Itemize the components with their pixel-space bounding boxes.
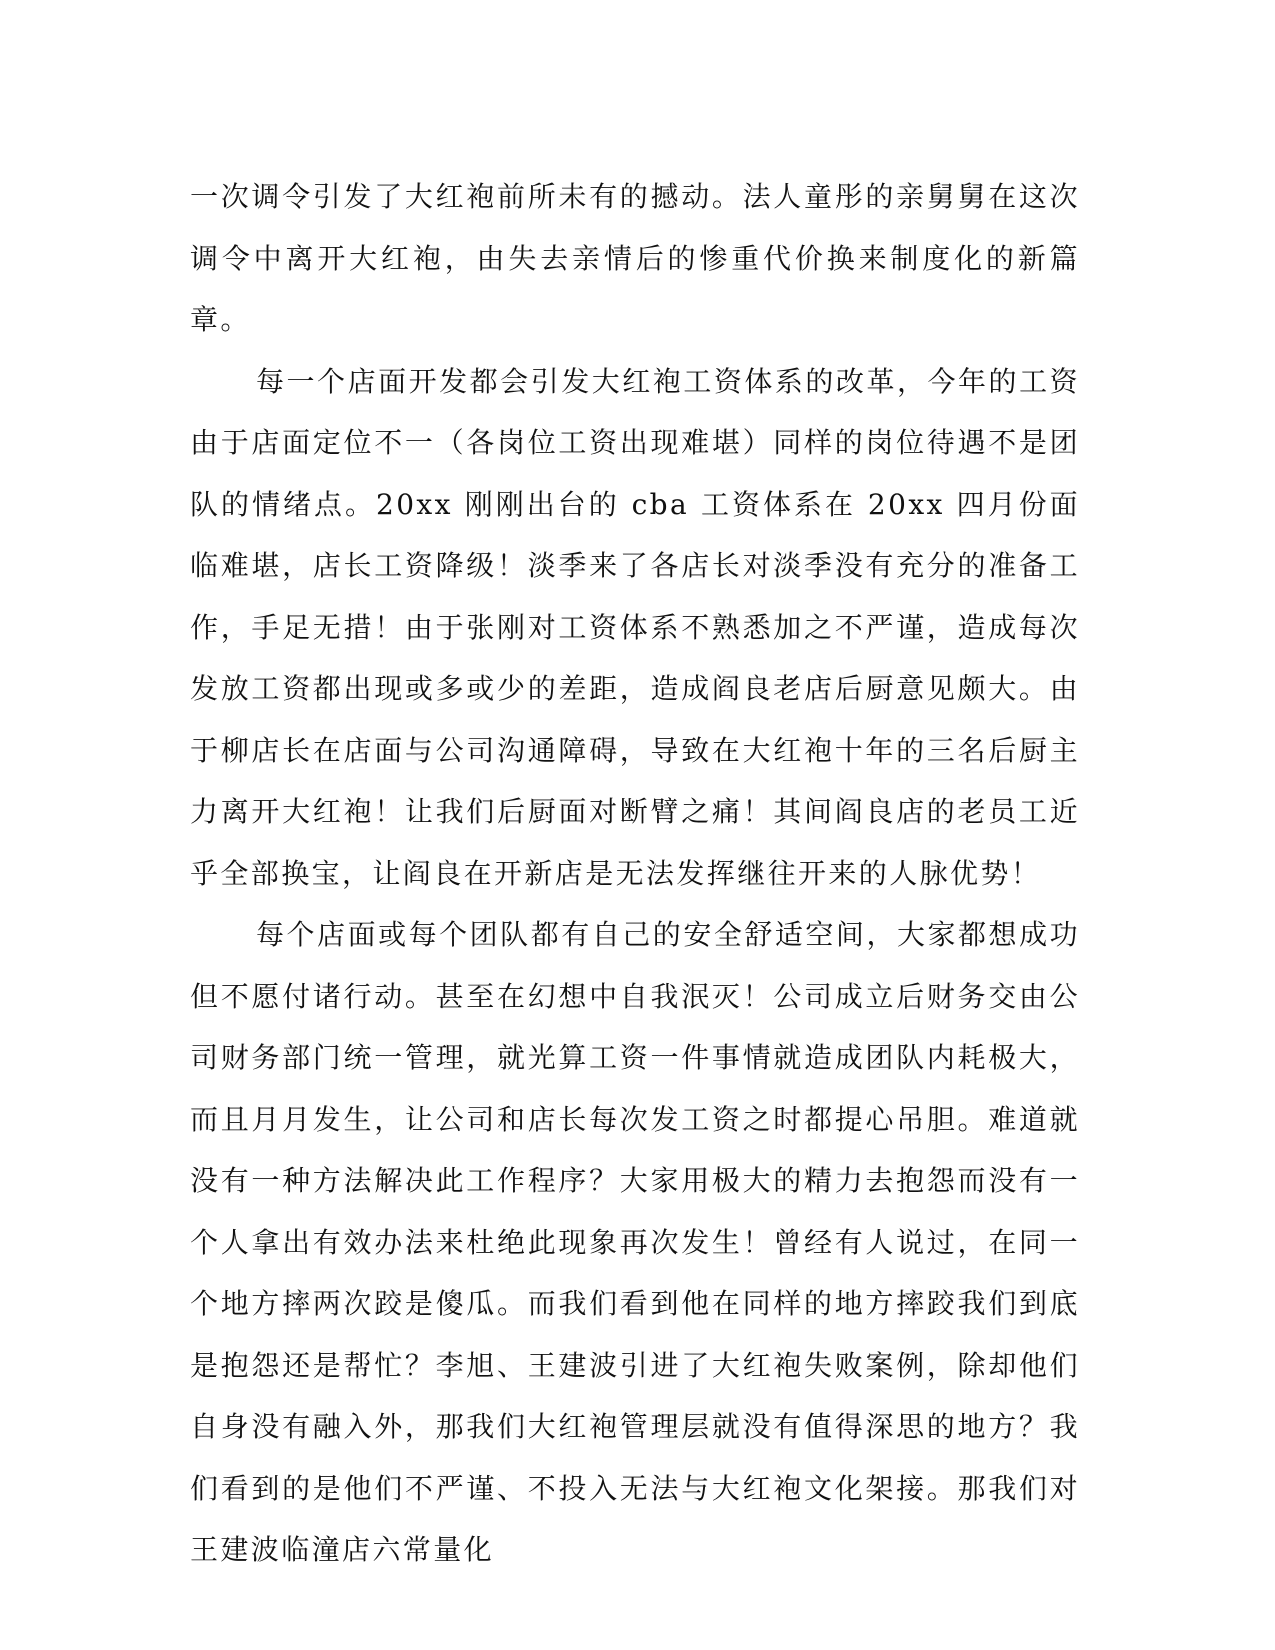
body-text <box>190 166 1080 1581</box>
paragraph-2: 每一个店面开发都会引发大红袍工资体系的改革，今年的工资由于店面定位不一（各岗位工资出现难堪）同样的岗位待遇不是团队的情绪点。20xx 刚刚出台的 cba 工资体系在 20xx 四月份面临难堪，店长工资降级！淡季来了各店长对淡季没有充分的准备工作，手足无措！由于张刚对工资体系不熟悉加之不严谨，造成每次发放工资都出现或多或少的差距，造成阎良老店后厨意见颇大。由于柳店长在店面与公司沟通障碍，导致在大红袍十年的三名后厨主力离开大红袍！让我们后厨面对断臂之痛！其间阎良店的老员工近乎全部换宝，让阎良在开新店是无法发挥继往开来的人脉优势！ <box>190 364 1080 890</box>
paragraph-1: 一次调令引发了大红袍前所未有的撼动。法人童彤的亲舅舅在这次调令中离开大红袍，由失去亲情后的惨重代价换来制度化的新篇章。 <box>190 180 1080 336</box>
paragraph-3: 每个店面或每个团队都有自己的安全舒适空间，大家都想成功但不愿付诸行动。甚至在幻想中自我泯灭！公司成立后财务交由公司财务部门统一管理，就光算工资一件事情就造成团队内耗极大，而且月月发生，让公司和店长每次发工资之时都提心吊胆。难道就没有一种方法解决此工作程序？大家用极大的精力去抱怨而没有一个人拿出有效办法来杜绝此现象再次发生！曾经有人说过，在同一个地方摔两次跤是傻瓜。而我们看到他在同样的地方摔跤我们到底是抱怨还是帮忙？李旭、王建波引进了大红袍失败案例，除却他们自身没有融入外，那我们大红袍管理层就没有值得深思的地方？我们看到的是他们不严谨、不投入无法与大红袍文化架接。那我们对王建波临潼店六常量化 <box>190 918 1080 1566</box>
